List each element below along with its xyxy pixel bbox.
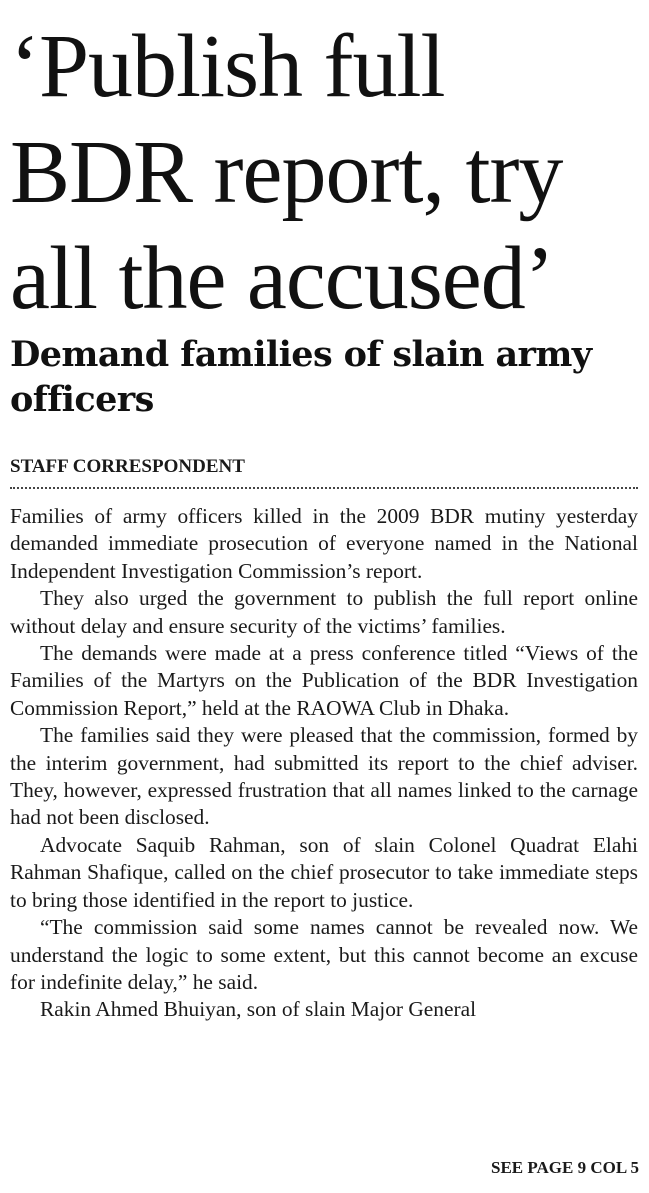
article-paragraph: The families said they were pleased that the commission, formed by the interim government, had submitted its report to the chief adviser. They, however, expressed frustration that all names linked to the carnage had not been disclosed. (10, 723, 638, 830)
article-paragraph: The demands were made at a press conference titled “Views of the Families of the Martyrs on the Publication of the BDR Investigation Commission Report,” held at the RAOWA Club in Dhaka. (10, 641, 638, 720)
byline: STAFF CORRESPONDENT (10, 456, 245, 477)
headline-line: all the accused’ (10, 229, 554, 328)
article-body (10, 503, 638, 1024)
headline (10, 0, 638, 332)
article-paragraph: “The commission said some names cannot be revealed now. We understand the logic to some extent, but this cannot become an excuse for indefinite delay,” he said. (10, 915, 638, 994)
headline-line: ‘Publish full (10, 17, 445, 116)
subheadline: Demand families of slain army officers (10, 334, 592, 420)
dotted-divider (10, 487, 638, 489)
continuation-note: SEE PAGE 9 COL 5 (491, 1158, 639, 1177)
headline-line: BDR report, try (10, 123, 563, 222)
article-paragraph: They also urged the government to publish the full report online without delay and ensure security of the victims’ families. (10, 586, 638, 638)
article-paragraph: Families of army officers killed in the 2009 BDR mutiny yesterday demanded immediate prosecution of everyone named in the National Independent Investigation Commission’s report. (10, 504, 638, 583)
article-paragraph: Rakin Ahmed Bhuiyan, son of slain Major General (40, 997, 477, 1022)
news-article (10, 0, 638, 1024)
article-paragraph: Advocate Saquib Rahman, son of slain Colonel Quadrat Elahi Rahman Shafique, called on the chief prosecutor to take immediate steps to bring those identified in the report to justice. (10, 832, 638, 912)
